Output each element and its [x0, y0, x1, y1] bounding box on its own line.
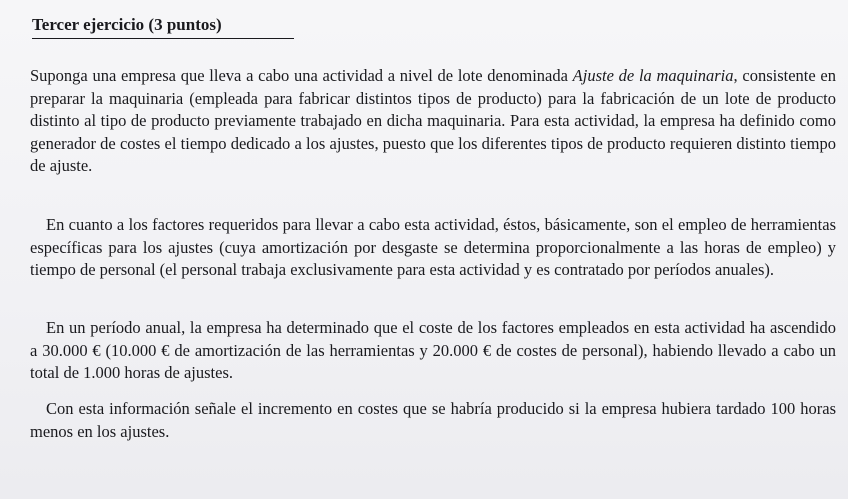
paragraph-3: [30, 317, 836, 385]
paragraph-3-text: En un período anual, la empresa ha determinado que el coste de los factores empleados en esta actividad ha ascendido a 30.000 € (10.000 € de amortización de las herramientas y 20.000 € de costes de personal), habiendo llevado a cabo un total de 1.000 horas de ajustes.: [30, 318, 836, 382]
activity-name-italic: Ajuste de la maquinaria: [572, 66, 734, 85]
paragraph-4: [30, 398, 836, 443]
paragraph-1-text-a: Suponga una empresa que lleva a cabo una actividad a nivel de lote denominada: [30, 66, 573, 85]
title-underline: [32, 38, 294, 39]
paragraph-2: [30, 214, 836, 282]
paragraph-2-text: En cuanto a los factores requeridos para llevar a cabo esta actividad, éstos, básicamente, son el empleo de herramientas específicas para los ajustes (cuya amortización por desgaste se determina proporcionalmente a las horas de empleo) y tiempo de personal (el personal trabaja exclusivamente para esta actividad y es contratado por períodos anuales).: [30, 215, 836, 279]
paragraph-4-text: Con esta información señale el incremento en costes que se habría producido si la empresa hubiera tardado 100 horas menos en los ajustes.: [30, 399, 836, 441]
paragraph-1-text-b: , consistente en preparar la maquinaria (empleada para fabricar distintos tipos de producto) para la fabricación de un lote de producto distinto al tipo de producto previamente trabajado en dicha maquinaria. Para esta actividad, la empresa ha definido como generador de costes el tiempo dedicado a los ajustes, puesto que los diferentes tipos de producto requieren distinto tiempo de ajuste.: [30, 66, 836, 175]
exercise-title: Tercer ejercicio (3 puntos): [32, 15, 222, 34]
paragraph-1: [30, 65, 836, 178]
